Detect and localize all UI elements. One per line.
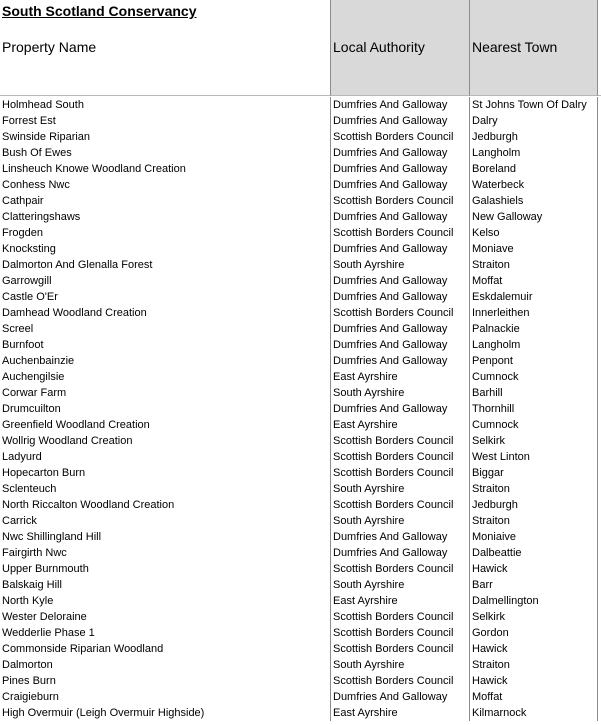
table-row (0, 433, 601, 449)
cell-local-authority[interactable]: Dumfries And Galloway (330, 177, 469, 193)
table-row (0, 321, 601, 337)
cell-property-name[interactable]: Castle O'Er (2, 291, 58, 303)
cell-local-authority[interactable]: South Ayrshire (330, 481, 469, 497)
cell-nearest-town[interactable]: Hawick (469, 641, 598, 657)
cell-local-authority[interactable]: South Ayrshire (330, 385, 469, 401)
table-row (0, 513, 601, 529)
cell-nearest-town[interactable]: Waterbeck (469, 177, 598, 193)
cell-nearest-town[interactable]: Dalry (469, 113, 598, 129)
table-row (0, 545, 601, 561)
cell-property-name[interactable]: Balskaig Hill (2, 579, 62, 591)
cell-property-name[interactable]: Wollrig Woodland Creation (2, 435, 133, 447)
sheet-title: South Scotland Conservancy (2, 3, 197, 19)
cell-local-authority[interactable]: East Ayrshire (330, 705, 469, 721)
cell-local-authority[interactable]: Dumfries And Galloway (330, 209, 469, 225)
table-row (0, 369, 601, 385)
header-cell-property[interactable] (0, 0, 330, 96)
cell-local-authority[interactable]: Scottish Borders Council (330, 129, 469, 145)
table-row (0, 465, 601, 481)
cell-property-name[interactable]: North Kyle (2, 595, 54, 607)
cell-property-name[interactable]: High Overmuir (Leigh Overmuir Highside) (2, 707, 205, 719)
cell-local-authority[interactable]: Dumfries And Galloway (330, 289, 469, 305)
table-row (0, 481, 601, 497)
cell-nearest-town[interactable]: Hawick (469, 673, 598, 689)
cell-local-authority[interactable]: Dumfries And Galloway (330, 241, 469, 257)
cell-property-name[interactable]: Carrick (2, 515, 37, 527)
cell-nearest-town[interactable]: Jedburgh (469, 497, 598, 513)
cell-property-name[interactable]: Sclenteuch (2, 483, 57, 495)
table-row (0, 193, 601, 209)
cell-local-authority[interactable]: Scottish Borders Council (330, 641, 469, 657)
cell-local-authority[interactable]: Scottish Borders Council (330, 561, 469, 577)
cell-nearest-town[interactable]: Straiton (469, 481, 598, 497)
table-row (0, 129, 601, 145)
cell-nearest-town[interactable]: St Johns Town Of Dalry (469, 97, 598, 113)
cell-property-name[interactable]: Holmhead South (2, 99, 84, 111)
table-row (0, 689, 601, 705)
cell-nearest-town[interactable]: Boreland (469, 161, 598, 177)
cell-nearest-town[interactable]: Penpont (469, 353, 598, 369)
table-row (0, 657, 601, 673)
cell-property-name[interactable]: Knocksting (2, 243, 56, 255)
cell-local-authority[interactable]: Dumfries And Galloway (330, 545, 469, 561)
table-row (0, 289, 601, 305)
cell-nearest-town[interactable]: Barhill (469, 385, 598, 401)
cell-nearest-town[interactable]: Biggar (469, 465, 598, 481)
table-row (0, 417, 601, 433)
cell-local-authority[interactable]: Dumfries And Galloway (330, 353, 469, 369)
cell-nearest-town[interactable]: Thornhill (469, 401, 598, 417)
table-row (0, 593, 601, 609)
cell-local-authority[interactable]: Dumfries And Galloway (330, 529, 469, 545)
header-row (0, 0, 601, 97)
cell-local-authority[interactable]: Dumfries And Galloway (330, 273, 469, 289)
table-row (0, 241, 601, 257)
cell-nearest-town[interactable]: Cumnock (469, 369, 598, 385)
cell-nearest-town[interactable]: Straiton (469, 513, 598, 529)
table-row (0, 97, 601, 113)
cell-local-authority[interactable]: Scottish Borders Council (330, 449, 469, 465)
cell-property-name[interactable]: Linsheuch Knowe Woodland Creation (2, 163, 186, 175)
column-header-property-name: Property Name (2, 39, 97, 55)
cell-nearest-town[interactable]: Cumnock (469, 417, 598, 433)
table-row (0, 225, 601, 241)
cell-local-authority[interactable]: Dumfries And Galloway (330, 113, 469, 129)
cell-nearest-town[interactable]: Palnackie (469, 321, 598, 337)
cell-nearest-town[interactable]: Galashiels (469, 193, 598, 209)
table-row (0, 161, 601, 177)
table-row (0, 209, 601, 225)
table-row (0, 449, 601, 465)
cell-local-authority[interactable]: South Ayrshire (330, 577, 469, 593)
table-row (0, 257, 601, 273)
table-row (0, 145, 601, 161)
cell-property-name[interactable]: Damhead Woodland Creation (2, 307, 147, 319)
table-row (0, 273, 601, 289)
column-header-nearest-town: Nearest Town (472, 39, 558, 55)
cell-property-name[interactable]: Commonside Riparian Woodland (2, 643, 164, 655)
table-row (0, 577, 601, 593)
cell-local-authority[interactable]: Dumfries And Galloway (330, 337, 469, 353)
cell-property-name[interactable]: Burnfoot (2, 339, 44, 351)
cell-property-name[interactable]: Dalmorton (2, 659, 53, 671)
cell-property-name[interactable]: Dalmorton And Glenalla Forest (2, 259, 153, 271)
cell-property-name[interactable]: Cathpair (2, 195, 44, 207)
cell-nearest-town[interactable]: Jedburgh (469, 129, 598, 145)
cell-property-name[interactable]: Ladyurd (2, 451, 42, 463)
table-row (0, 113, 601, 129)
cell-nearest-town[interactable]: Hawick (469, 561, 598, 577)
cell-property-name[interactable]: Pines Burn (2, 675, 56, 687)
column-header-local-authority: Local Authority (333, 39, 425, 55)
cell-nearest-town[interactable]: Innerleithen (469, 305, 598, 321)
table-row (0, 673, 601, 689)
table-row (0, 609, 601, 625)
cell-nearest-town[interactable]: Langholm (469, 337, 598, 353)
table-row (0, 705, 601, 721)
cell-nearest-town[interactable]: Moffat (469, 689, 598, 705)
cell-property-name[interactable]: Garrowgill (2, 275, 52, 287)
cell-property-name[interactable]: Forrest Est (2, 115, 56, 127)
cell-nearest-town[interactable]: West Linton (469, 449, 598, 465)
cell-nearest-town[interactable]: Moffat (469, 273, 598, 289)
table-row (0, 625, 601, 641)
cell-local-authority[interactable]: Scottish Borders Council (330, 225, 469, 241)
table-row (0, 353, 601, 369)
cell-nearest-town[interactable]: Barr (469, 577, 598, 593)
cell-local-authority[interactable]: Dumfries And Galloway (330, 97, 469, 113)
cell-nearest-town[interactable]: Langholm (469, 145, 598, 161)
cell-property-name[interactable]: Conhess Nwc (2, 179, 70, 191)
cell-property-name[interactable]: Nwc Shillingland Hill (2, 531, 102, 543)
cell-property-name[interactable]: Drumcuilton (2, 403, 61, 415)
cell-local-authority[interactable]: Scottish Borders Council (330, 193, 469, 209)
cell-property-name[interactable]: Swinside Riparian (2, 131, 91, 143)
table-row (0, 305, 601, 321)
cell-property-name[interactable]: Auchenbainzie (2, 355, 75, 367)
cell-property-name[interactable]: Upper Burnmouth (2, 563, 89, 575)
cell-local-authority[interactable]: South Ayrshire (330, 657, 469, 673)
table-row (0, 177, 601, 193)
cell-nearest-town[interactable]: Moniave (469, 241, 598, 257)
cell-nearest-town[interactable]: New Galloway (469, 209, 598, 225)
cell-nearest-town[interactable]: Dalbeattie (469, 545, 598, 561)
data-rows (0, 97, 601, 721)
cell-property-name[interactable]: Bush Of Ewes (2, 147, 72, 159)
table-row (0, 401, 601, 417)
cell-local-authority[interactable]: East Ayrshire (330, 369, 469, 385)
cell-property-name[interactable]: Wester Deloraine (2, 611, 87, 623)
cell-local-authority[interactable]: East Ayrshire (330, 417, 469, 433)
cell-nearest-town[interactable]: Kilmarnock (469, 705, 598, 721)
cell-nearest-town[interactable]: Straiton (469, 657, 598, 673)
cell-nearest-town[interactable]: Kelso (469, 225, 598, 241)
cell-local-authority[interactable]: Dumfries And Galloway (330, 321, 469, 337)
cell-local-authority[interactable]: Scottish Borders Council (330, 673, 469, 689)
cell-nearest-town[interactable]: Selkirk (469, 433, 598, 449)
cell-property-name[interactable]: Frogden (2, 227, 43, 239)
cell-local-authority[interactable]: Scottish Borders Council (330, 305, 469, 321)
cell-nearest-town[interactable]: Eskdalemuir (469, 289, 598, 305)
cell-local-authority[interactable]: Dumfries And Galloway (330, 401, 469, 417)
cell-local-authority[interactable]: Dumfries And Galloway (330, 161, 469, 177)
cell-property-name[interactable]: Screel (2, 323, 34, 335)
table-row (0, 497, 601, 513)
cell-local-authority[interactable]: Scottish Borders Council (330, 465, 469, 481)
table-row (0, 385, 601, 401)
cell-property-name[interactable]: Wedderlie Phase 1 (2, 627, 95, 639)
cell-local-authority[interactable]: South Ayrshire (330, 257, 469, 273)
cell-nearest-town[interactable]: Straiton (469, 257, 598, 273)
cell-local-authority[interactable]: Dumfries And Galloway (330, 145, 469, 161)
cell-property-name[interactable]: Fairgirth Nwc (2, 547, 67, 559)
table-row (0, 337, 601, 353)
cell-local-authority[interactable]: Scottish Borders Council (330, 625, 469, 641)
cell-nearest-town[interactable]: Dalmellington (469, 593, 598, 609)
cell-property-name[interactable]: Craigieburn (2, 691, 59, 703)
table-row (0, 529, 601, 545)
cell-nearest-town[interactable]: Selkirk (469, 609, 598, 625)
cell-local-authority[interactable]: South Ayrshire (330, 513, 469, 529)
cell-property-name[interactable]: Hopecarton Burn (2, 467, 86, 479)
cell-property-name[interactable]: Auchengilsie (2, 371, 65, 383)
cell-property-name[interactable]: Greenfield Woodland Creation (2, 419, 150, 431)
cell-local-authority[interactable]: Scottish Borders Council (330, 497, 469, 513)
cell-local-authority[interactable]: Scottish Borders Council (330, 609, 469, 625)
table-row (0, 641, 601, 657)
cell-nearest-town[interactable]: Moniaive (469, 529, 598, 545)
cell-property-name[interactable]: Corwar Farm (2, 387, 67, 399)
cell-local-authority[interactable]: Scottish Borders Council (330, 433, 469, 449)
cell-property-name[interactable]: Clatteringshaws (2, 211, 81, 223)
cell-property-name[interactable]: North Riccalton Woodland Creation (2, 499, 175, 511)
table-row (0, 561, 601, 577)
cell-local-authority[interactable]: Dumfries And Galloway (330, 689, 469, 705)
cell-local-authority[interactable]: East Ayrshire (330, 593, 469, 609)
cell-nearest-town[interactable]: Gordon (469, 625, 598, 641)
